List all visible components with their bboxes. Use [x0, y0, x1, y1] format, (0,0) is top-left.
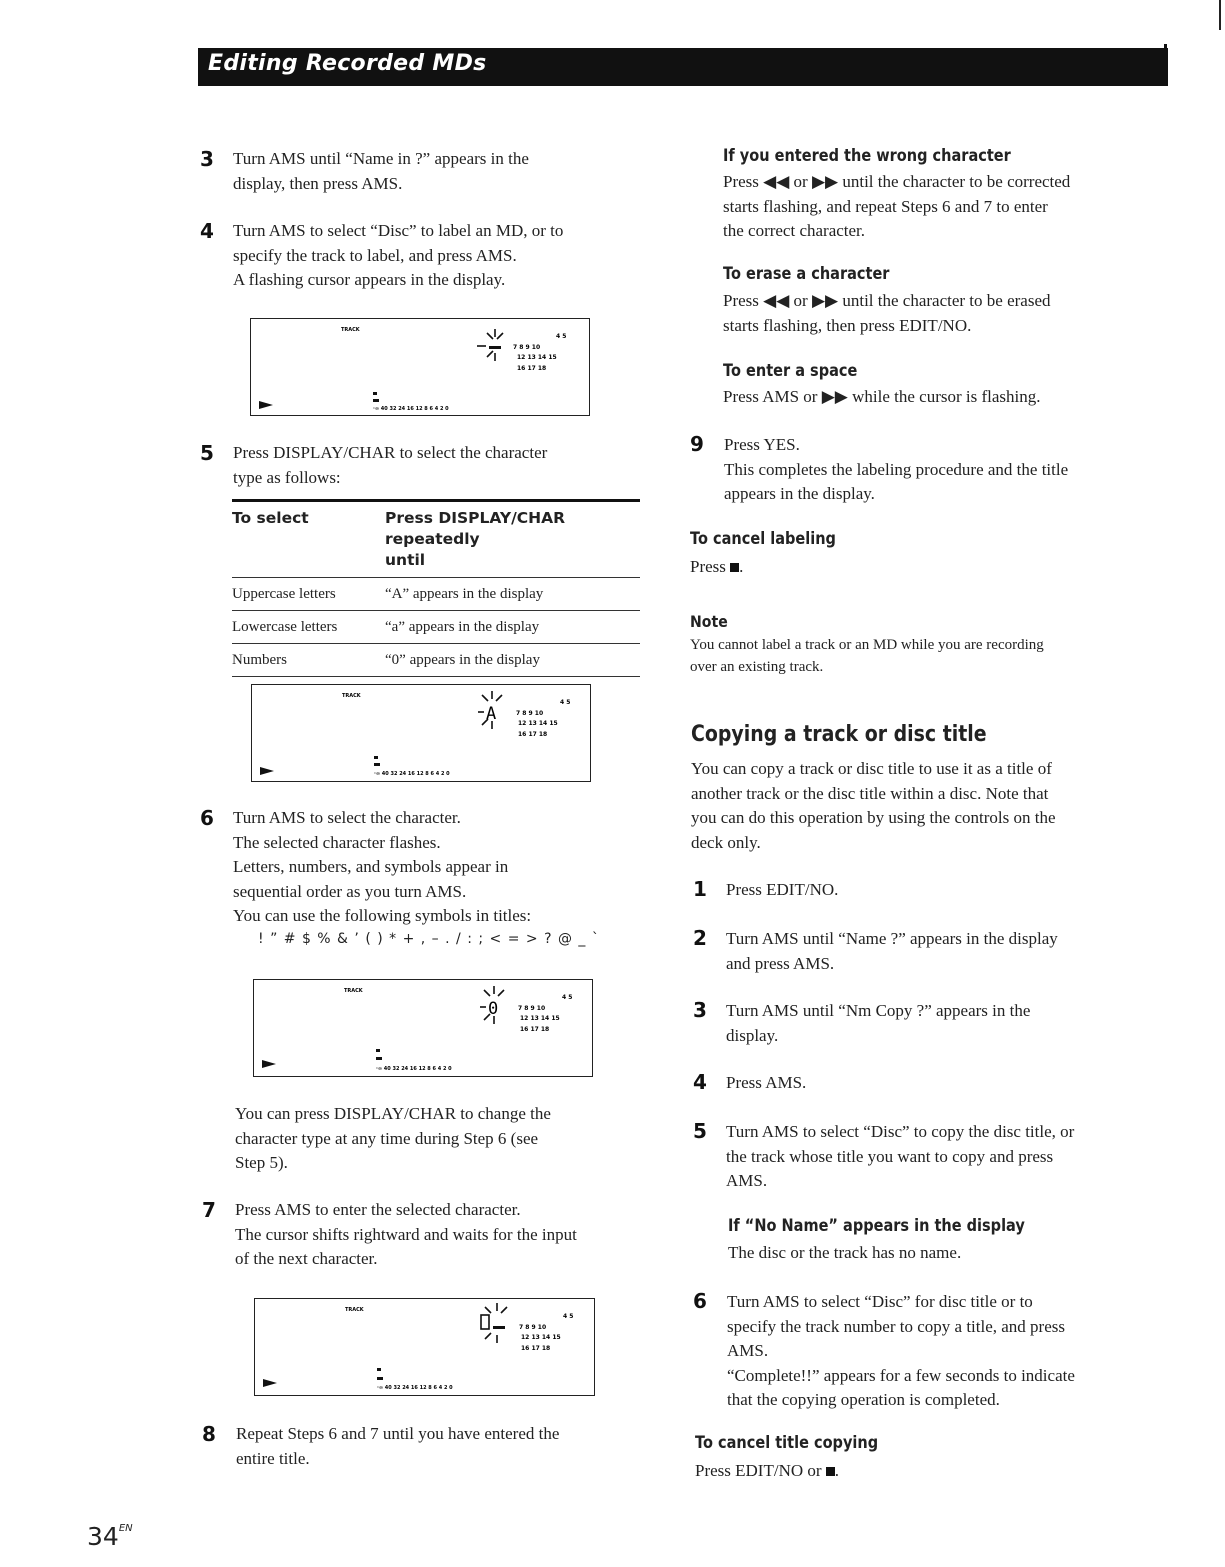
text-line: Press EDIT/NO or [695, 1461, 822, 1480]
svg-text:12 13 14 15: 12 13 14 15 [517, 354, 557, 361]
text-line: display. [726, 1025, 779, 1045]
text-line: specify the track number to copy a title, and press [727, 1316, 1065, 1336]
copy-step-5-text [726, 1120, 1074, 1194]
section-title: Copying a track or disc title [691, 722, 987, 747]
text-line: The cursor shifts rightward and waits for the input [235, 1224, 577, 1244]
text-line: You can press DISPLAY/CHAR to change the [235, 1104, 551, 1123]
wrong-char-text [723, 170, 1070, 244]
svg-text:16 17 18: 16 17 18 [521, 1345, 551, 1352]
text-line: another track or the disc title within a disc. Note that [691, 783, 1049, 803]
text-line: Step 5). [235, 1153, 288, 1172]
step-5-text [233, 441, 547, 490]
table-cell: “A” appears in the display [385, 578, 640, 611]
text-line: You can copy a track or disc title to use it as a title of [691, 759, 1052, 778]
table-header-press [385, 502, 640, 578]
text-line: display, then press AMS. [233, 173, 403, 193]
noname-text: The disc or the track has no name. [728, 1243, 962, 1262]
text-line: You can use the following symbols in titles: [233, 906, 532, 925]
lcd-char: 0 [488, 999, 499, 1019]
edge-mark [1219, 0, 1221, 30]
step-3-text [233, 147, 529, 196]
text-line: deck only. [691, 832, 761, 852]
symbol-list: ! ” # $ % & ’ ( ) * + , – . / : ; < = > ? @ _ ` [258, 931, 600, 947]
copy-step-3-text [726, 999, 1030, 1048]
text-line: type as follows: [233, 467, 341, 487]
copy-step-1-text [726, 878, 838, 903]
table-cell: “a” appears in the display [385, 611, 640, 644]
lcd-illustration [255, 1299, 594, 1395]
svg-text:7 8 9 10: 7 8 9 10 [519, 1324, 547, 1331]
table-header-select: To select [232, 509, 309, 527]
text-line: Press AMS. [726, 1073, 807, 1092]
copy-step-6-text [727, 1290, 1075, 1413]
text-line: The selected character flashes. [233, 832, 441, 852]
table-cell: Uppercase letters [232, 578, 385, 611]
text-line: Press AMS to enter the selected character. [235, 1200, 521, 1219]
text-line: character type at any time during Step 6 (see [235, 1128, 539, 1148]
note-text [690, 634, 1044, 678]
header-banner [198, 48, 1168, 86]
table-row [232, 611, 640, 644]
svg-text:·∞ 40 32 24 16 12 8 6 4: ·∞ 40 32 24 16 12 8 6 4 2 0 [377, 1385, 453, 1391]
step-9-text [724, 433, 1068, 507]
step-number: 8 [202, 1422, 216, 1446]
cancel-labeling-text: Press . [690, 557, 744, 576]
text-line: Press AMS or ▶▶ while the cursor is flashing. [723, 387, 1041, 406]
table-cell: Lowercase letters [232, 611, 385, 644]
text-line: AMS. [726, 1171, 768, 1190]
lcd-illustration [252, 685, 590, 781]
text-line: you can do this operation by using the controls on the [691, 808, 1056, 827]
section-heading: To enter a space [723, 361, 858, 380]
copy-step-2-text [726, 927, 1058, 976]
text-line: Turn AMS until “Name ?” appears in the display [726, 929, 1058, 948]
step-7-text [235, 1198, 577, 1272]
text-line: of the next character. [235, 1249, 378, 1268]
svg-text:TRACK: TRACK [342, 693, 361, 699]
lcd-display-shifted [254, 1298, 595, 1396]
step-number: 1 [693, 877, 707, 901]
char-type-table [232, 499, 640, 677]
text-line: sequential order as you turn AMS. [233, 881, 467, 901]
step-number: 6 [693, 1289, 707, 1313]
step-number: 4 [693, 1070, 707, 1094]
lcd-illustration [254, 980, 592, 1076]
page-number-value: 34 [87, 1522, 119, 1551]
svg-text:12 13 14 15: 12 13 14 15 [520, 1015, 560, 1022]
svg-text:16 17 18: 16 17 18 [517, 365, 547, 372]
step-number: 7 [202, 1198, 216, 1222]
text-line: entire title. [236, 1448, 310, 1468]
step-number: 4 [200, 219, 214, 243]
erase-char-text [723, 289, 1051, 338]
text-line: Turn AMS to select “Disc” to copy the disc title, or [726, 1122, 1075, 1141]
header-line: Press DISPLAY/CHAR repeatedly [385, 509, 566, 548]
text-line: Press ◀◀ or ▶▶ until the character to be corrected [723, 172, 1071, 191]
step-number: 5 [200, 441, 214, 465]
svg-text:TRACK: TRACK [345, 1307, 364, 1313]
text-line: You cannot label a track or an MD while you are recording [690, 637, 1044, 653]
svg-text:7 8 9 10: 7 8 9 10 [516, 710, 544, 717]
text-line: Press [690, 557, 726, 576]
text-line: Repeat Steps 6 and 7 until you have entered the [236, 1424, 560, 1443]
stop-icon [826, 1467, 835, 1476]
svg-text:16 17 18: 16 17 18 [518, 731, 548, 738]
page-suffix: EN [118, 1523, 133, 1534]
text-line: Turn AMS until “Nm Copy ?” appears in the [726, 1001, 1031, 1020]
step-number: 2 [693, 926, 707, 950]
header-line: until [385, 551, 426, 569]
step-6-note [235, 1102, 551, 1176]
text-line: This completes the labeling procedure and the title [724, 459, 1069, 479]
text-line: starts flashing, then press EDIT/NO. [723, 315, 972, 335]
svg-text:4 5: 4 5 [563, 1313, 574, 1320]
text-line: starts flashing, and repeat Steps 6 and 7 to enter [723, 196, 1048, 216]
text-line: the track whose title you want to copy and press [726, 1146, 1054, 1166]
svg-text:·∞ 40 32 24 16 12 8 6 4: ·∞ 40 32 24 16 12 8 6 4 2 0 [376, 1066, 452, 1072]
text-line: Press EDIT/NO. [726, 880, 839, 899]
step-8-text [236, 1422, 559, 1471]
section-heading: To erase a character [723, 264, 890, 283]
step-number: 3 [693, 998, 707, 1022]
text-line: and press AMS. [726, 953, 835, 973]
cancel-copy-text: Press EDIT/NO or . [695, 1461, 840, 1480]
svg-text:7 8 9 10: 7 8 9 10 [513, 344, 541, 351]
svg-text:4 5: 4 5 [562, 994, 573, 1001]
text-line: the correct character. [723, 221, 866, 240]
svg-text:7 8 9 10: 7 8 9 10 [518, 1005, 546, 1012]
copy-intro [691, 757, 1056, 855]
step-number: 5 [693, 1119, 707, 1143]
text-line: Turn AMS to select “Disc” for disc title or to [727, 1292, 1033, 1311]
lcd-display-number [253, 979, 593, 1077]
text-line: A flashing cursor appears in the display. [233, 270, 506, 289]
svg-text:·∞ 40 32 24 16 12 8 6 4: ·∞ 40 32 24 16 12 8 6 4 2 0 [373, 406, 449, 412]
section-heading: If “No Name” appears in the display [728, 1216, 1025, 1235]
svg-text:16 17 18: 16 17 18 [520, 1026, 550, 1033]
text-line: that the copying operation is completed. [727, 1390, 1000, 1409]
table-row [232, 578, 640, 611]
page-number [87, 1522, 133, 1551]
text-line: Press YES. [724, 435, 800, 454]
text-line: Turn AMS until “Name in ?” appears in the [233, 149, 529, 168]
stop-icon [730, 563, 739, 572]
text-line: Letters, numbers, and symbols appear in [233, 857, 509, 876]
text-line: specify the track to label, and press AMS. [233, 245, 517, 265]
text-line: appears in the display. [724, 484, 875, 503]
space-text [723, 385, 1041, 410]
svg-text:·∞ 40 32 24 16 12 8 6 4: ·∞ 40 32 24 16 12 8 6 4 2 0 [374, 771, 450, 777]
step-number: 6 [200, 806, 214, 830]
table-cell: Numbers [232, 644, 385, 677]
note-heading: Note [690, 612, 728, 631]
text-line: over an existing track. [690, 659, 824, 675]
copy-step-4-text [726, 1071, 806, 1096]
svg-text:TRACK: TRACK [341, 327, 360, 333]
text-line: Press DISPLAY/CHAR to select the character [233, 443, 548, 462]
table-row [232, 644, 640, 677]
svg-text:4 5: 4 5 [556, 333, 567, 340]
section-heading: To cancel labeling [690, 529, 836, 548]
lcd-display-cursor [250, 318, 590, 416]
svg-text:TRACK: TRACK [344, 988, 363, 994]
table-cell: “0” appears in the display [385, 644, 640, 677]
text-line: Turn AMS to select “Disc” to label an MD, or to [233, 221, 564, 240]
step-number: 3 [200, 147, 214, 171]
svg-text:12 13 14 15: 12 13 14 15 [518, 720, 558, 727]
edge-mark [1164, 44, 1167, 86]
svg-text:12 13 14 15: 12 13 14 15 [521, 1334, 561, 1341]
section-heading: To cancel title copying [695, 1433, 879, 1452]
text-line: Press ◀◀ or ▶▶ until the character to be erased [723, 291, 1051, 310]
step-4-text [233, 219, 563, 293]
step-6-text [233, 806, 531, 929]
text-line: “Complete!!” appears for a few seconds to indicate [727, 1365, 1075, 1385]
section-heading: If you entered the wrong character [723, 146, 1011, 165]
lcd-illustration [251, 319, 589, 415]
lcd-display-uppercase [251, 684, 591, 782]
lcd-char: A [486, 704, 497, 724]
step-number: 9 [690, 432, 704, 456]
svg-text:4 5: 4 5 [560, 699, 571, 706]
text-line: Turn AMS to select the character. [233, 808, 461, 827]
text-line: AMS. [727, 1341, 769, 1360]
page-title: Editing Recorded MDs [208, 51, 487, 76]
